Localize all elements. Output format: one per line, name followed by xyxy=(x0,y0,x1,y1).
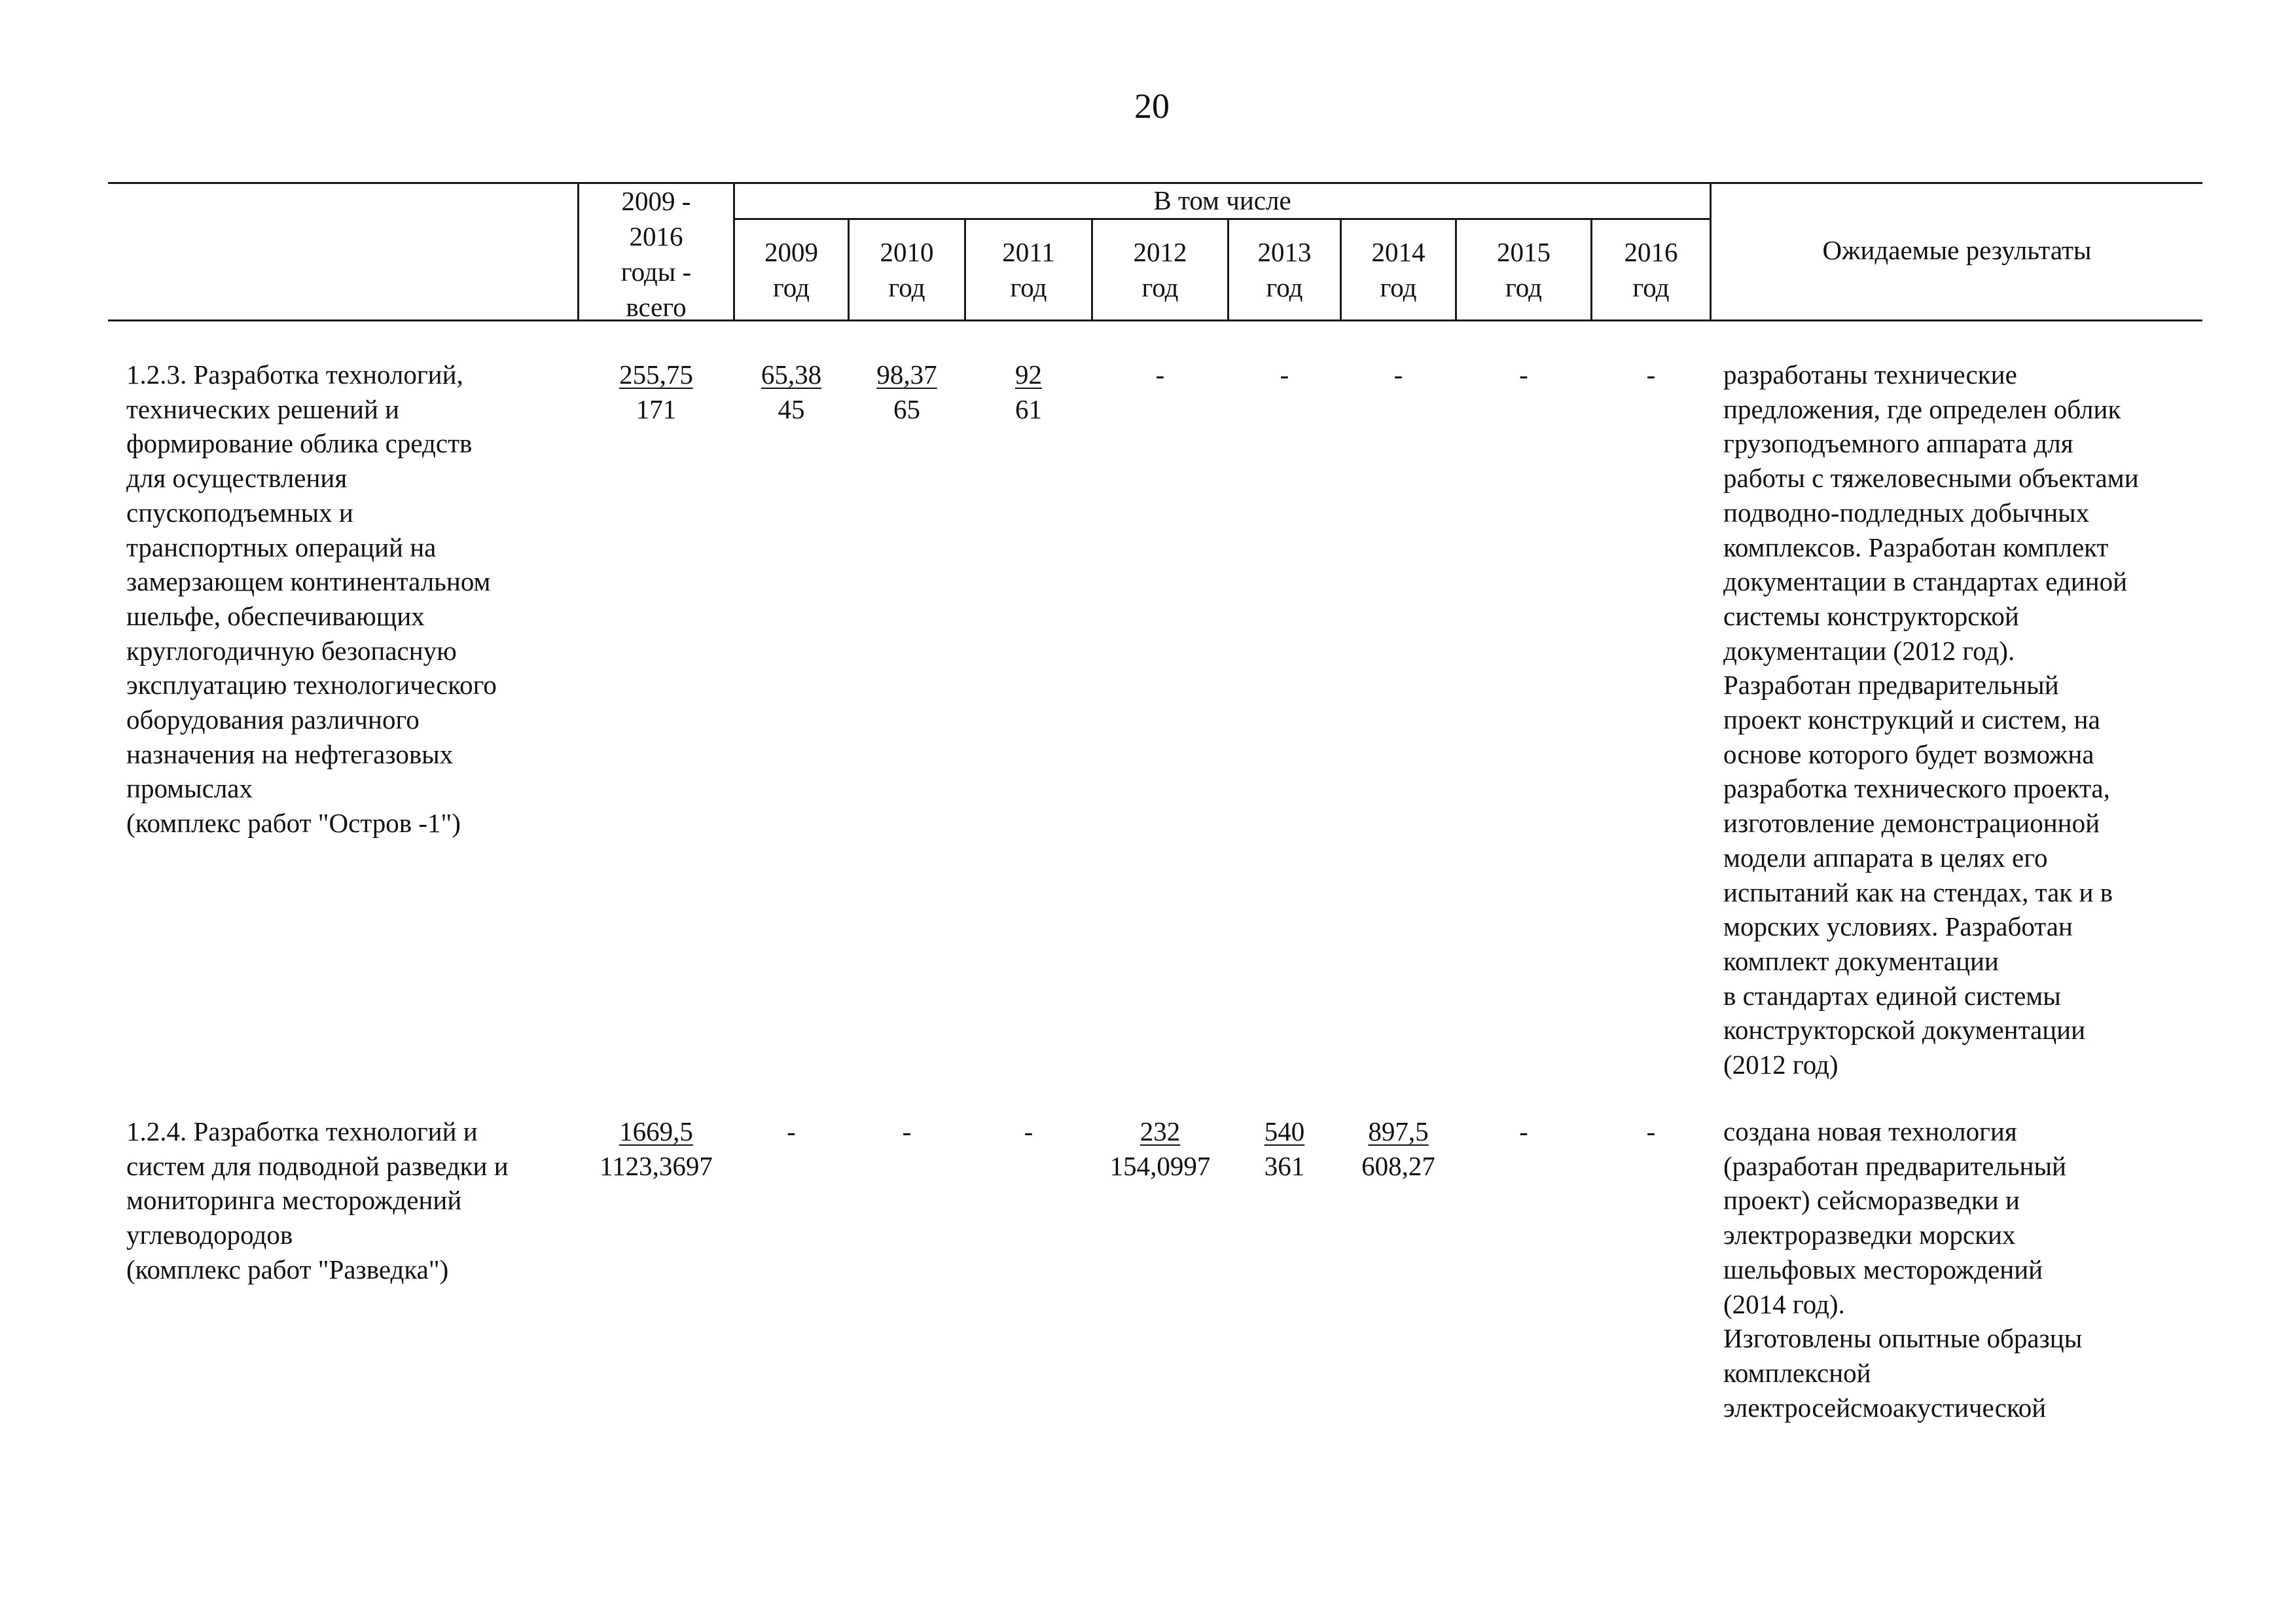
header-year-2014: 2014 год xyxy=(1371,237,1426,302)
header-including: В том числе xyxy=(1153,185,1291,215)
header-including-rule xyxy=(733,218,1710,220)
page-number: 20 xyxy=(1134,86,1170,126)
header-year-2010: 2010 год xyxy=(880,237,934,302)
row-year-value: 98,37 65 xyxy=(876,359,937,424)
row-year-value: - xyxy=(1519,1116,1528,1146)
row-year-value: 232 154,0997 xyxy=(1109,1116,1211,1181)
row-year-value: - xyxy=(1393,359,1403,390)
row-name: 1.2.4. Разработка технологий и систем для подводной разведки и мониторинга месторождений углеводородов (комплекс работ "Разведка") xyxy=(126,1116,509,1285)
header-results: Ожидаемые результаты xyxy=(1822,235,2092,265)
header-year-2012: 2012 год xyxy=(1133,237,1187,302)
row-year-value: - xyxy=(1280,359,1289,390)
row-total: 255,75 171 xyxy=(619,359,693,424)
row-year-value: 897,5 608,27 xyxy=(1361,1116,1435,1181)
row-year-value: 540 361 xyxy=(1264,1116,1305,1181)
row-year-value: 92 61 xyxy=(1015,359,1042,424)
header-year-2011: 2011 год xyxy=(1002,237,1055,302)
row-year-value: - xyxy=(1519,359,1528,390)
header-year-2016: 2016 год xyxy=(1624,237,1678,302)
row-year-value: - xyxy=(1155,359,1165,390)
row-results: разработаны технические предложения, где определен облик грузоподъемного аппарата для работы с тяжеловесными объектами подводно-подледных добычных комплексов. Разработан комплект документации в стандартах единой системы конструкторской документации (2012 год). Разработан предварительный проект конструкций и систем, на основе которого будет возможна разработка технического проекта, изготовление демонстрационной модели аппарата в целях его испытаний как на стендах, так и в морских условиях. Разработан комплект документации в стандартах единой системы конструкторской документации (2012 год) xyxy=(1723,359,2139,1080)
row-year-value: - xyxy=(902,1116,912,1146)
header-year-2013: 2013 год xyxy=(1257,237,1312,302)
row-results: создана новая технология (разработан предварительный проект) сейсморазведки и электроразведки морских шельфовых месторождений (2014 год). Изготовлены опытные образцы комплексной электросейсмоакустической xyxy=(1723,1116,2083,1423)
header-year-2015: 2015 год xyxy=(1497,237,1551,302)
row-year-value: - xyxy=(1646,1116,1656,1146)
header-bottom-rule xyxy=(108,319,2202,321)
row-total: 1669,5 1123,3697 xyxy=(600,1116,713,1181)
row-year-value: 65,38 45 xyxy=(761,359,822,424)
row-name: 1.2.3. Разработка технологий, технических решений и формирование облика средств для осуществления спускоподъемных и транспортных операций на замерзающем континентальном шельфе, обеспечивающих круглогодичную безопасную эксплуатацию технологического оборудования различного назначения на нефтегазовых промыслах (комплекс работ "Остров -1") xyxy=(126,359,497,839)
header-total: 2009 - 2016 годы - всего xyxy=(620,186,692,322)
header-year-2009: 2009 год xyxy=(764,237,818,302)
row-year-value: - xyxy=(1024,1116,1033,1146)
row-year-value: - xyxy=(1646,359,1656,390)
row-year-value: - xyxy=(787,1116,796,1146)
